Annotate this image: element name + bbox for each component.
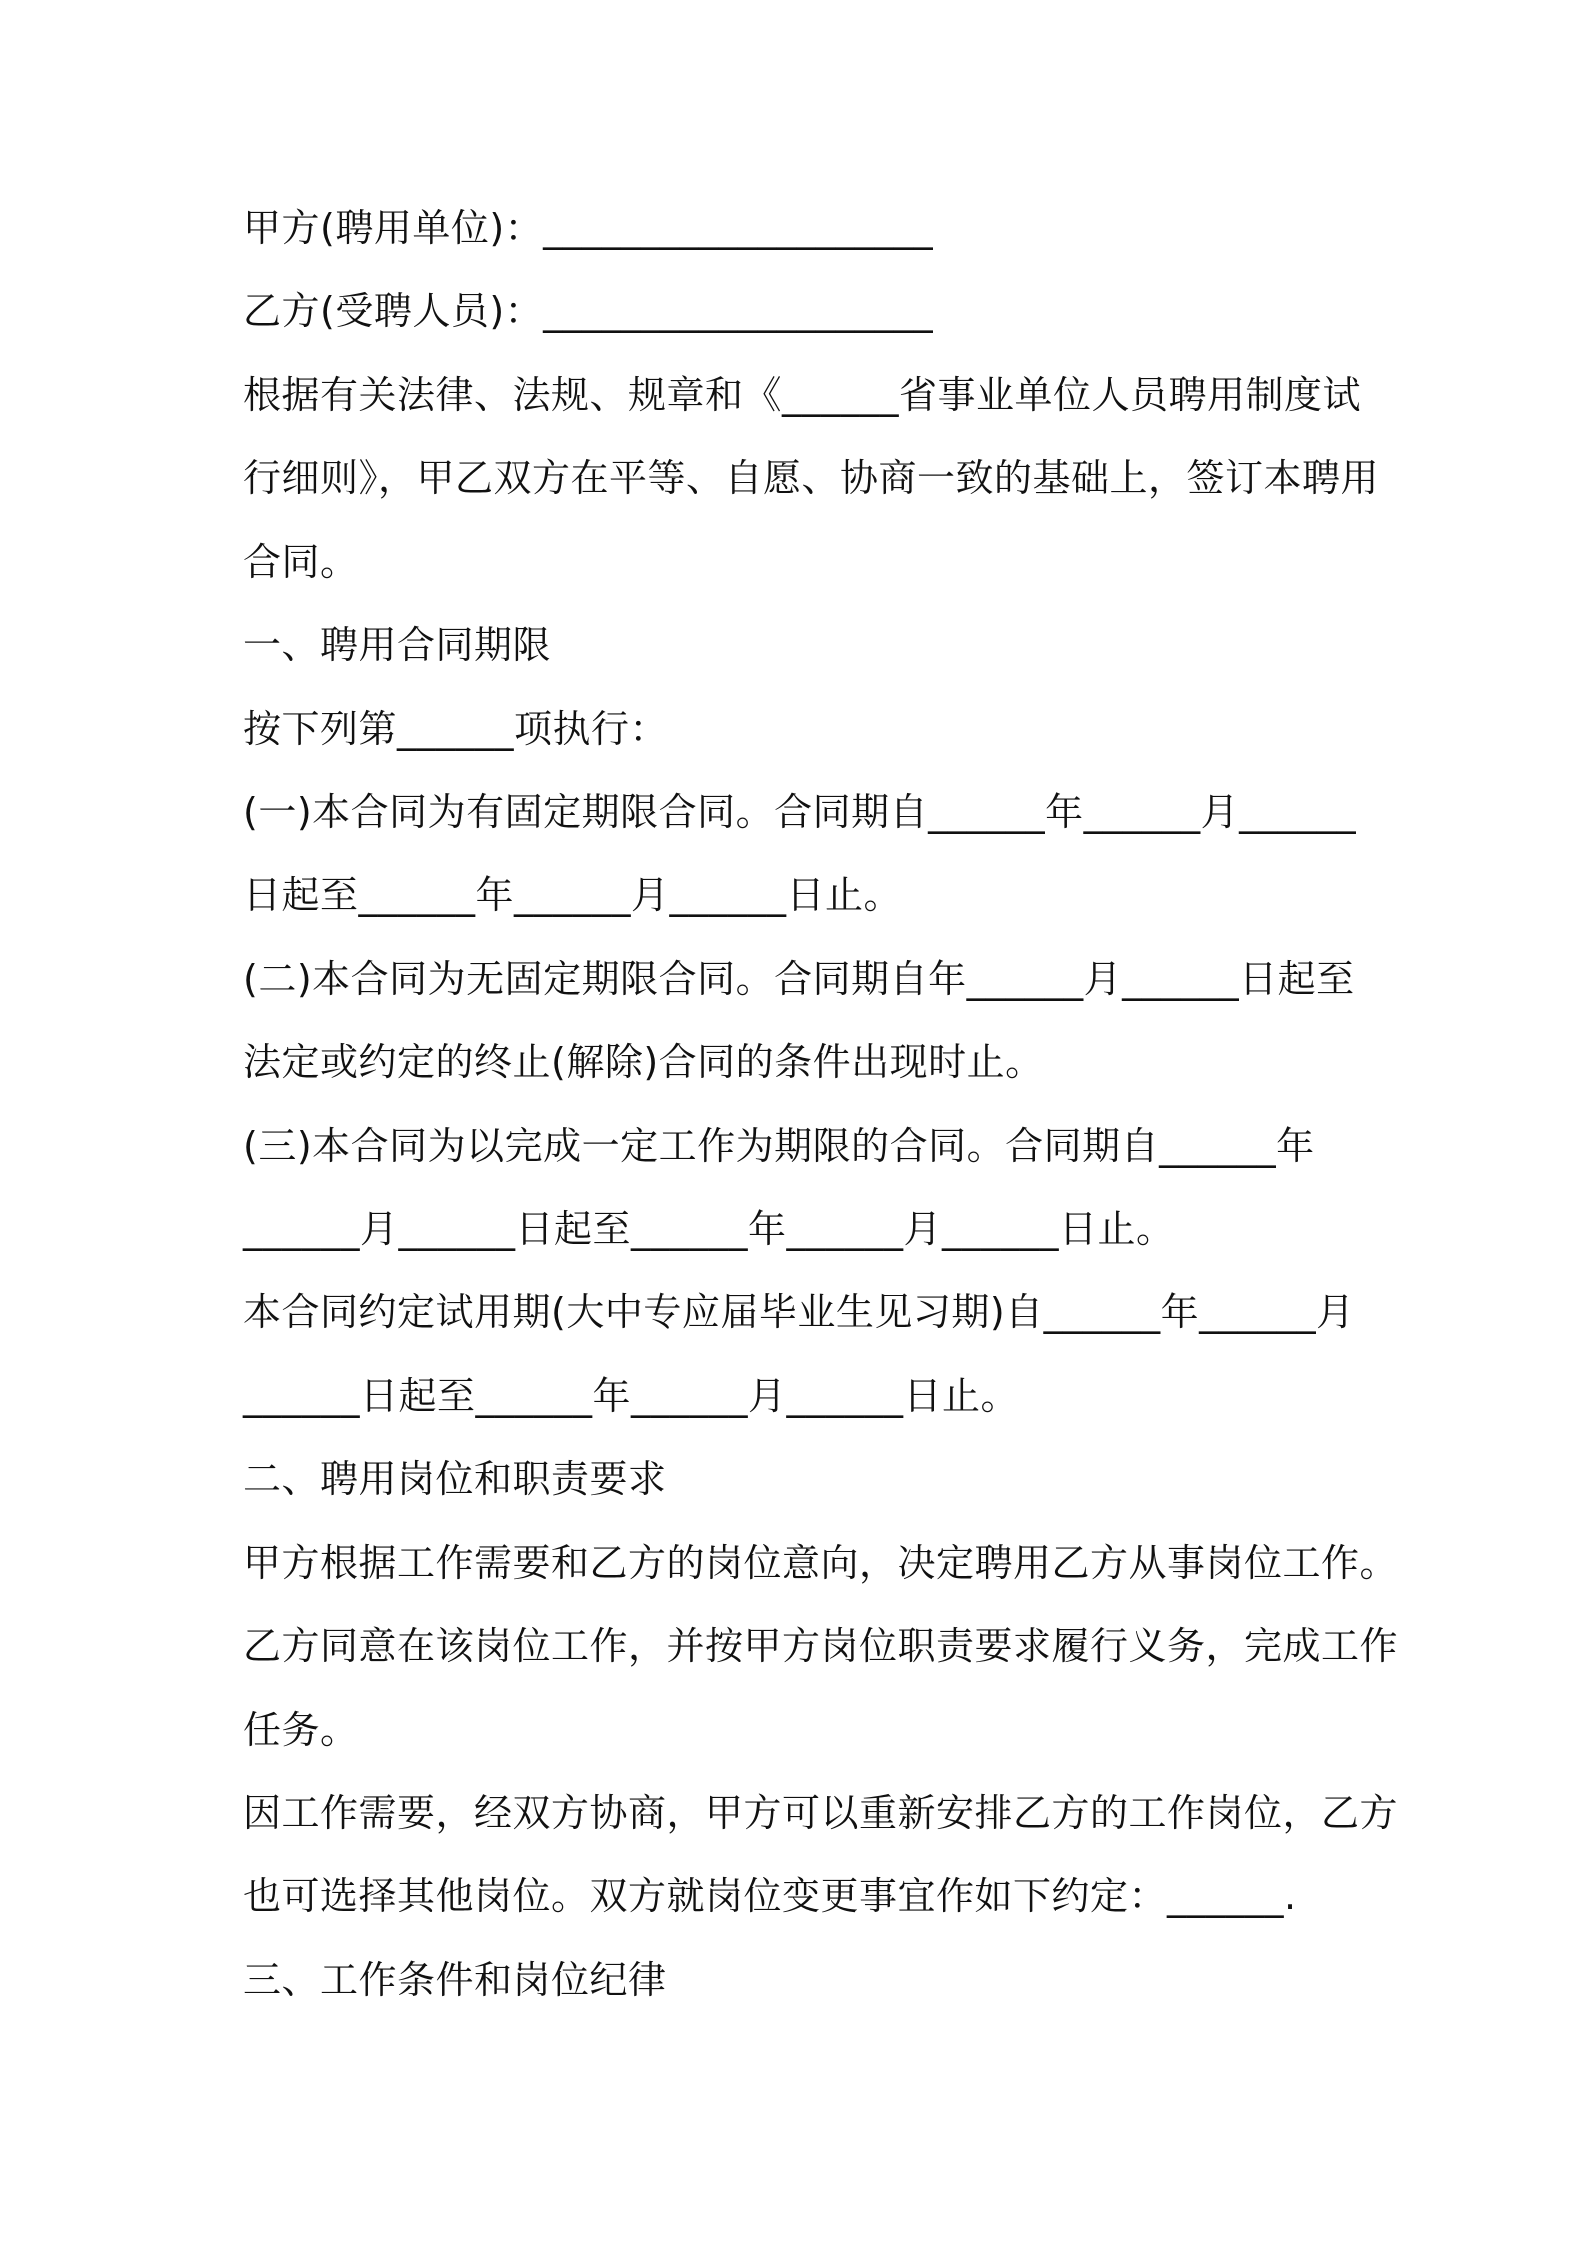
preamble-line-1: 根据有关法律、法规、规章和《______省事业单位人员聘用制度试 — [243, 373, 1362, 417]
fixed-term-line-2: 日起至______年______月______日止。 — [243, 873, 903, 917]
preamble-line-3: 合同。 — [243, 540, 359, 584]
open-term-line-2: 法定或约定的终止(解除)合同的条件出现时止。 — [243, 1040, 1044, 1084]
preamble-line-2: 行细则》，甲乙双方在平等、自愿、协商一致的基础上，签订本聘用 — [243, 456, 1380, 500]
section-3-heading: 三、工作条件和岗位纪律 — [243, 1958, 667, 2002]
task-term-line-2: ______月______日起至______年______月______日止。 — [243, 1207, 1175, 1251]
section-1-heading: 一、聘用合同期限 — [243, 623, 552, 667]
fixed-term-line-1: (一)本合同为有固定期限合同。合同期自______年______月______ — [243, 790, 1357, 834]
duties-line-2: 乙方同意在该岗位工作，并按甲方岗位职责要求履行义务，完成工作 — [243, 1624, 1399, 1668]
open-term-line-1: (二)本合同为无固定期限合同。合同期自年______月______日起至 — [243, 957, 1355, 1001]
probation-line-1: 本合同约定试用期(大中专应届毕业生见习期)自______年______月 — [243, 1290, 1355, 1334]
party-b-line: 乙方(受聘人员)：____________________ — [243, 289, 934, 333]
probation-line-2: ______日起至______年______月______日止。 — [243, 1374, 1020, 1418]
party-a-line: 甲方(聘用单位)：____________________ — [243, 206, 934, 250]
duties-line-1: 甲方根据工作需要和乙方的岗位意向，决定聘用乙方从事岗位工作。 — [243, 1541, 1399, 1585]
reassignment-line-2: 也可选择其他岗位。双方就岗位变更事宜作如下约定：______. — [243, 1874, 1297, 1918]
term-selection-line: 按下列第______项执行： — [243, 707, 669, 751]
task-term-line-1: (三)本合同为以完成一定工作为期限的合同。合同期自______年 — [243, 1124, 1315, 1168]
duties-line-3: 任务。 — [243, 1708, 359, 1752]
reassignment-line-1: 因工作需要，经双方协商，甲方可以重新安排乙方的工作岗位，乙方 — [243, 1791, 1399, 1835]
section-2-heading: 二、聘用岗位和职责要求 — [243, 1457, 667, 1501]
